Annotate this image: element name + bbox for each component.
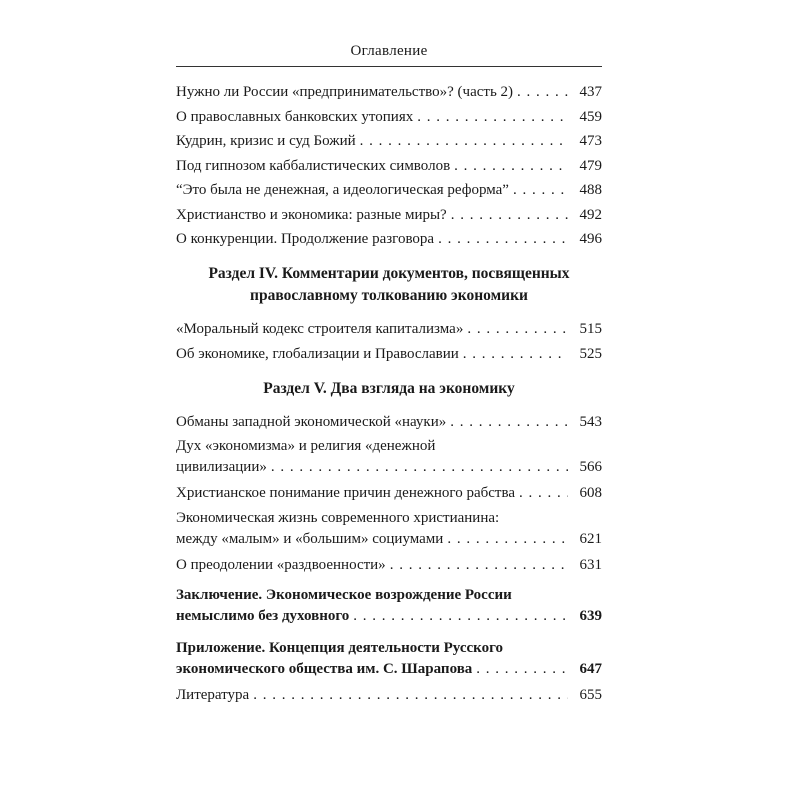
toc-entry-title: Обманы западной экономической «науки»: [176, 413, 447, 430]
toc-entry-title: «Моральный кодекс строителя капитализма»: [176, 321, 464, 337]
toc-page: [176, 40, 602, 710]
toc-entry[interactable]: [176, 483, 602, 504]
leader-dots: [447, 529, 568, 550]
toc-entry[interactable]: [176, 436, 602, 478]
toc-entry-conclusion[interactable]: [176, 585, 602, 627]
toc-entry-title: Литература: [176, 687, 250, 703]
leader-dots: [417, 107, 568, 128]
leader-dots: [476, 659, 568, 680]
toc-entry-title: О конкуренции. Продолжение разговора: [176, 231, 435, 247]
toc-entry-page: 492: [579, 206, 602, 223]
toc-entry-page: 479: [579, 157, 602, 174]
toc-entry-appendix[interactable]: [176, 638, 602, 680]
toc-entry-title: цивилизации»: [176, 459, 267, 475]
toc-entry[interactable]: [176, 205, 602, 226]
leader-dots: [467, 319, 568, 340]
toc-entry-title: О преодолении «раздвоенности»: [176, 556, 386, 573]
toc-entry-title: Христианское понимание причин денежного рабства: [176, 485, 515, 501]
toc-entry-page: 525: [579, 345, 602, 362]
toc-entry-page: 655: [579, 687, 602, 703]
toc-entry[interactable]: [176, 344, 602, 365]
leader-dots: [451, 205, 568, 226]
toc-entry[interactable]: [176, 82, 602, 103]
toc-entry-last-line: [176, 529, 572, 550]
section-heading-iv: [176, 263, 602, 307]
section-heading-line: Раздел IV. Комментарии документов, посвященных: [208, 265, 570, 282]
toc-entry-title: Под гипнозом каббалистических символов: [176, 157, 451, 174]
toc-entry-last-line: [176, 606, 572, 627]
toc-entry-title: “Это была не денежная, а идеологическая реформа”: [176, 182, 509, 198]
header-rule: [176, 66, 602, 67]
toc-entry-page: 459: [579, 108, 602, 125]
leader-dots: [450, 412, 568, 433]
leader-dots: [253, 685, 568, 706]
toc-entry-title: Кудрин, кризис и суд Божий: [176, 133, 356, 149]
toc-entry-last-line: [176, 457, 572, 478]
toc-entry-title-block: [176, 436, 572, 478]
toc-entry-last-line: [176, 659, 572, 680]
toc-entry[interactable]: [176, 319, 602, 340]
toc-entry-page: 639: [579, 608, 602, 624]
toc-entry-title: Христианство и экономика: разные миры?: [176, 206, 447, 223]
toc-entry-page: 621: [579, 530, 602, 547]
toc-entry-title: Нужно ли России «предпринимательство»? (часть 2): [176, 84, 514, 100]
toc-entry-page: 631: [579, 556, 602, 573]
toc-entry-title: Экономическая жизнь современного христианина:: [176, 509, 500, 526]
toc-entry-page: 473: [579, 133, 602, 149]
section-heading-v: Раздел V. Два взгляда на экономику: [263, 379, 515, 397]
leader-dots: [463, 344, 568, 365]
toc-entry-title-block: [176, 638, 572, 680]
toc-entry[interactable]: [176, 131, 602, 152]
toc-entry[interactable]: [176, 508, 602, 550]
toc-entry-title: О православных банковских утопиях: [176, 108, 414, 125]
leader-dots: [271, 457, 568, 478]
leader-dots: [454, 156, 568, 177]
toc-entry-title-block: [176, 508, 572, 550]
toc-entry-page: 608: [579, 485, 602, 501]
toc-entry-title: между «малым» и «большим» социумами: [176, 530, 444, 547]
leader-dots: [390, 555, 568, 576]
toc-entry-title: Заключение. Экономическое возрождение России: [176, 587, 512, 603]
leader-dots: [519, 483, 568, 504]
toc-entry-title: Дух «экономизма» и религия «денежной: [176, 438, 436, 454]
leader-dots: [517, 82, 568, 103]
toc-entry-page: 437: [579, 84, 602, 100]
toc-entry[interactable]: [176, 555, 602, 576]
leader-dots: [360, 131, 568, 152]
leader-dots: [438, 229, 568, 250]
toc-entry-title: экономического общества им. С. Шарапова: [176, 661, 473, 677]
toc-entry-literature[interactable]: [176, 685, 602, 706]
toc-entry-title-block: [176, 585, 572, 627]
leader-dots: [353, 606, 568, 627]
toc-entry-page: 488: [579, 182, 602, 198]
toc-entry-title: Об экономике, глобализации и Православии: [176, 345, 459, 362]
toc-entry-title: Приложение. Концепция деятельности Русского: [176, 640, 504, 656]
toc-entry[interactable]: [176, 412, 602, 433]
toc-entry[interactable]: [176, 229, 602, 250]
running-head: Оглавление: [350, 43, 428, 59]
leader-dots: [513, 180, 568, 201]
toc-entry-page: 543: [579, 413, 602, 430]
toc-entry-page: 496: [579, 231, 602, 247]
toc-entry-page: 515: [579, 321, 602, 337]
section-heading-line: православному толкованию экономики: [250, 287, 528, 304]
toc-entry[interactable]: [176, 180, 602, 201]
toc-entry-page: 647: [579, 661, 602, 677]
toc-entry-page: 566: [579, 459, 602, 475]
toc-entry[interactable]: [176, 107, 602, 128]
toc-entry[interactable]: [176, 156, 602, 177]
toc-entry-title: немыслимо без духовного: [176, 608, 350, 624]
